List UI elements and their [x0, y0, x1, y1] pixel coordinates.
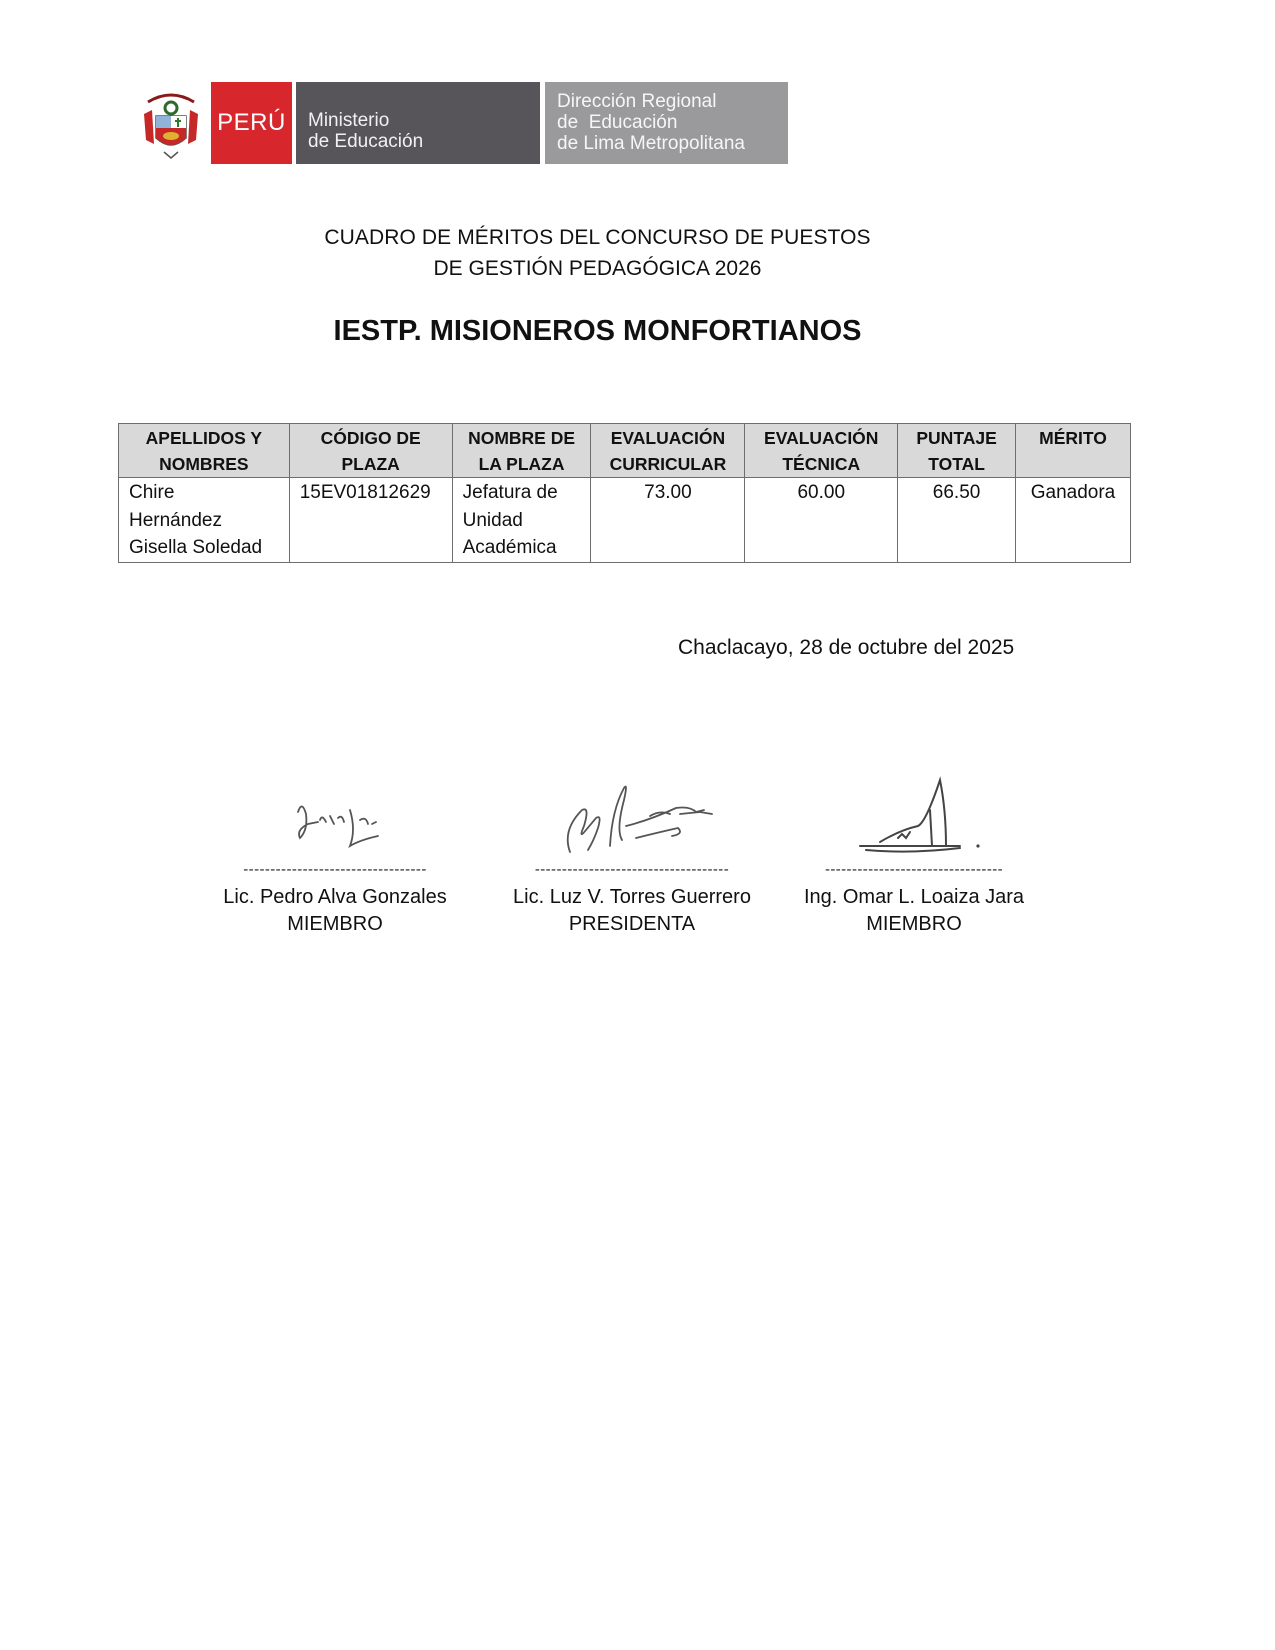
regional-line: de Lima Metropolitana — [557, 133, 745, 154]
cell-puntaje-total: 66.50 — [898, 478, 1016, 563]
ministry-line: Ministerio — [308, 110, 390, 131]
header-nombre-plaza: NOMBRE DE LA PLAZA — [452, 424, 591, 478]
signer-role: PRESIDENTA — [568, 913, 696, 935]
handwritten-signature-icon — [790, 770, 1038, 860]
header-codigo-plaza: CÓDIGO DE PLAZA — [289, 424, 452, 478]
handwritten-signature-icon — [500, 770, 764, 860]
signature-line: ------------------------------------ — [534, 861, 730, 878]
regional-brand-block — [545, 82, 788, 164]
cell-merito: Ganadora — [1016, 478, 1131, 563]
cell-nombres: Chire Hernández Gisella Soledad — [119, 478, 290, 563]
signature-block — [790, 770, 1038, 938]
regional-line: Dirección Regional — [557, 91, 717, 112]
header-evaluacion-tecnica: EVALUACIÓN TÉCNICA — [745, 424, 898, 478]
peru-brand-block — [211, 82, 292, 164]
table-row — [119, 478, 1131, 563]
date-location-line: Chaclacayo, 28 de octubre del 2025 — [678, 636, 1015, 659]
header-puntaje-total: PUNTAJE TOTAL — [898, 424, 1016, 478]
signer-name: Ing. Omar L. Loaiza Jara — [803, 886, 1025, 908]
header-apellidos-nombres: APELLIDOS Y NOMBRES — [119, 424, 290, 478]
merits-table — [118, 423, 1131, 563]
handwritten-signature-icon — [210, 770, 460, 860]
document-title-line-1: CUADRO DE MÉRITOS DEL CONCURSO DE PUESTOS — [324, 226, 871, 249]
ministry-brand-block — [296, 82, 540, 164]
signature-line: --------------------------------- — [824, 861, 1004, 878]
cell-codigo-plaza: 15EV01812629 — [289, 478, 452, 563]
signature-line: ---------------------------------- — [243, 861, 427, 878]
institution-name: IESTP. MISIONEROS MONFORTIANOS — [333, 315, 862, 347]
regional-line: de Educación — [557, 112, 678, 133]
cell-evaluacion-curricular: 73.00 — [591, 478, 745, 563]
signer-name: Lic. Luz V. Torres Guerrero — [513, 886, 751, 908]
peru-label: PERÚ — [217, 109, 286, 136]
ministry-line: de Educación — [308, 131, 424, 152]
header-evaluacion-curricular: EVALUACIÓN CURRICULAR — [591, 424, 745, 478]
header-merito: MÉRITO — [1016, 424, 1131, 478]
cell-nombre-plaza: Jefatura de Unidad Académica — [452, 478, 591, 563]
signer-role: MIEMBRO — [287, 913, 383, 935]
signer-role: MIEMBRO — [866, 913, 962, 935]
table-header-row — [119, 424, 1131, 478]
document-title-line-2: DE GESTIÓN PEDAGÓGICA 2026 — [433, 257, 762, 280]
header-logo — [138, 82, 790, 164]
signature-block — [500, 770, 764, 938]
signer-name: Lic. Pedro Alva Gonzales — [223, 886, 447, 908]
signature-block — [210, 770, 460, 938]
cell-evaluacion-tecnica: 60.00 — [745, 478, 898, 563]
coat-of-arms-icon — [140, 86, 202, 160]
